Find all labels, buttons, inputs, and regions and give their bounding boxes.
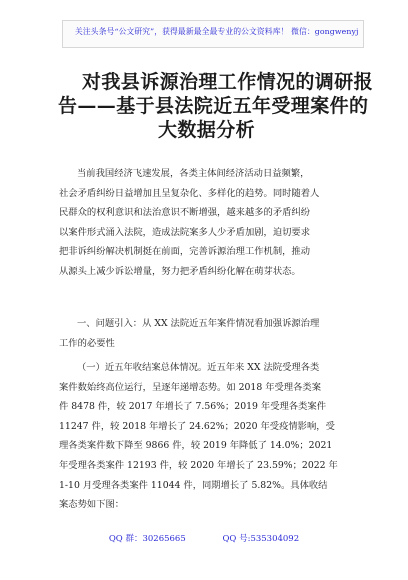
- text-line: 1-10 月受理各类案件 11044 件，同期增长了 5.82%。具体收结: [59, 479, 328, 491]
- text-line: 案态势如下图：: [59, 499, 125, 511]
- promo-banner-text: 关注头条号“公文研究”，获得最新最全最专业的公文资料库！ 微信：gongwenyj: [75, 27, 359, 36]
- text-line: 把非诉纠纷解决机制挺在前面，完善诉源治理工作机制，推动: [59, 246, 311, 258]
- text-line: 11247 件，较 2018 年增长了 24.62%；2020 年受疫情影响，受: [59, 420, 335, 432]
- promo-banner: [62, 20, 364, 48]
- text-line: 从源头上减少诉讼增量，努力把矛盾纠纷化解在萌芽状态。: [59, 265, 301, 277]
- text-line: 一、问题引入：从 XX 法院近五年案件情况看加强诉源治理: [77, 318, 320, 329]
- title-line-2: 告——基于县法院近五年受理案件的: [58, 95, 369, 117]
- paragraph-case-overview: [59, 358, 359, 515]
- title-line-3: 大数据分析: [158, 119, 256, 141]
- text-line: 社会矛盾纠纷日益增加且呈复杂化、多样化的趋势。同时随着人: [59, 187, 320, 199]
- document-title: [58, 70, 374, 142]
- text-line: 民群众的权利意识和法治意识不断增强，越来越多的矛盾纠纷: [59, 207, 311, 219]
- text-line: 理各类案件数下降至 9866 件，较 2019 年降低了 14.0%；2021: [59, 440, 333, 452]
- qq-group: QQ 群：30265665: [108, 534, 186, 544]
- text-line: 案件数始终高位运行，呈逐年递增态势。如 2018 年受理各类案: [59, 381, 321, 393]
- text-line: 以案件形式涌入法院，造成法院案多人少矛盾加剧，迫切要求: [59, 226, 311, 238]
- text-line: （一）近五年收结案总体情况。近五年来 XX 法院受理各类: [77, 362, 320, 373]
- footer-contact: [0, 532, 408, 546]
- text-line: 当前我国经济飞速发展，各类主体间经济活动日益频繁，: [77, 168, 310, 179]
- text-line: 件 8478 件，较 2017 年增长了 7.56%；2019 年受理各类案件: [59, 401, 326, 413]
- text-line: 年受理各类案件 12193 件，较 2020 年增长了 23.59%；2022 年: [59, 459, 338, 471]
- title-line-1: 对我县诉源治理工作情况的调研报: [82, 71, 374, 93]
- text-line: 工作的必要性: [59, 337, 115, 349]
- paragraph-intro: [59, 164, 359, 282]
- qq-number: QQ 号:535304092: [222, 534, 300, 544]
- section-heading: [59, 314, 359, 353]
